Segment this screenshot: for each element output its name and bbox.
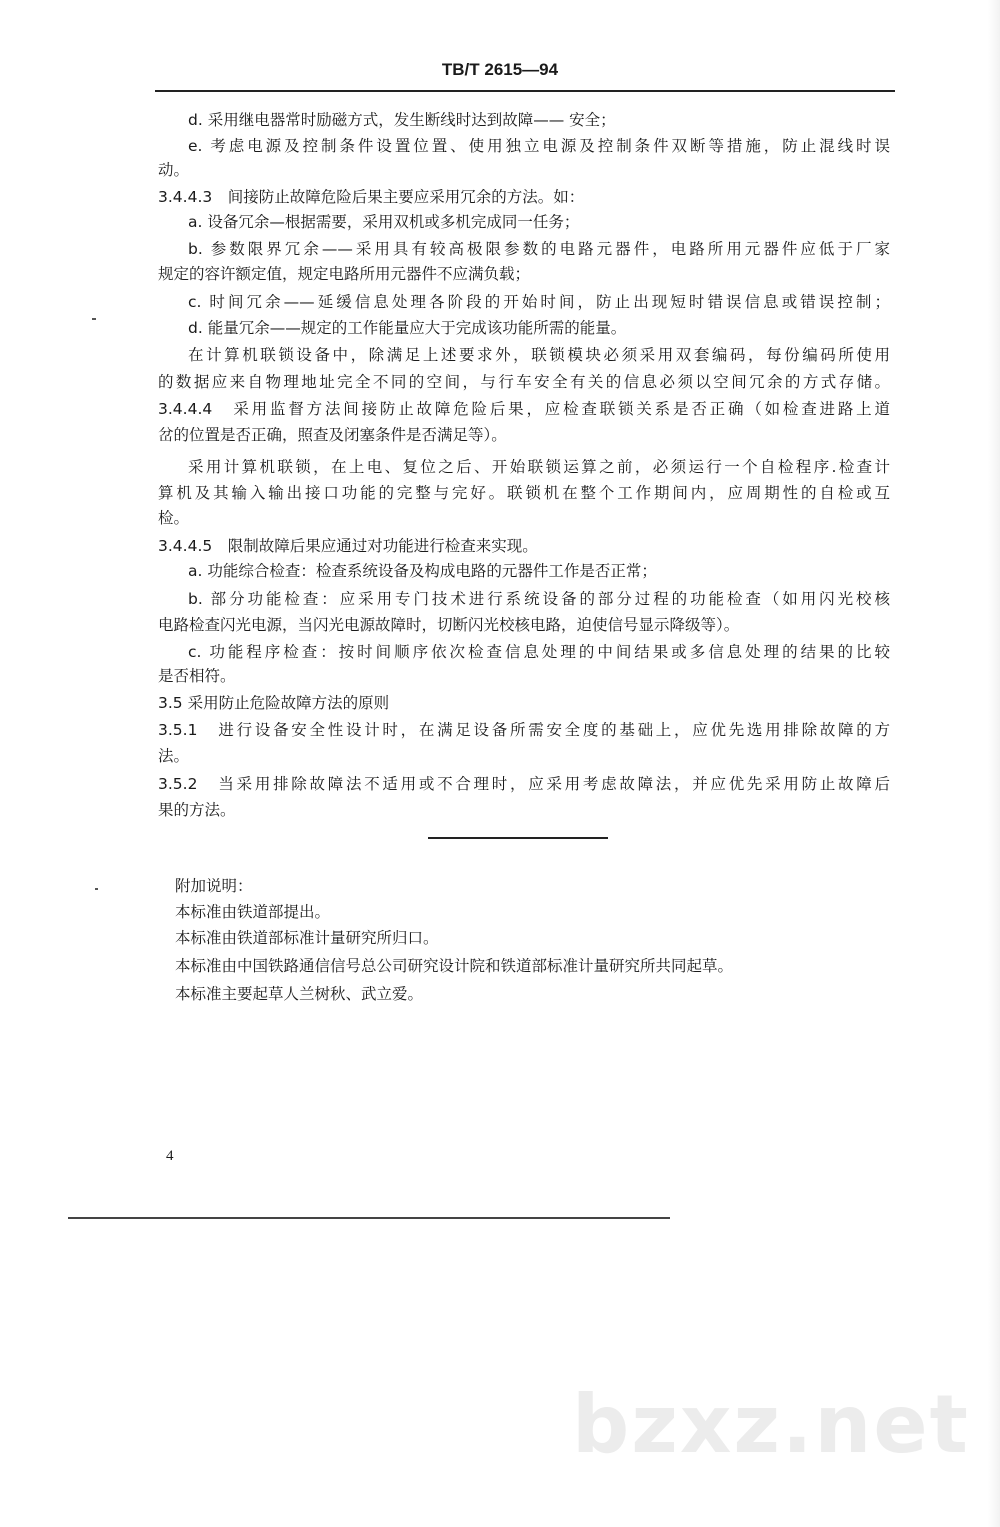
text-line: 采用计算机联锁，在上电、复位之后、开始联锁运算之前，必须运行一个自检程序.检查计	[188, 458, 890, 476]
text-line: 规定的容许额定值，规定电路所用元器件不应满负载；	[158, 265, 531, 283]
text-line: 算机及其输入输出接口功能的完整与完好。联锁机在整个工作期间内，应周期性的自检或互	[158, 484, 890, 502]
section-heading: 3.5.1 进行设备安全性设计时，在满足设备所需安全度的基础上，应优先选用排除故障的方	[158, 721, 890, 739]
text-line: d. 能量冗余——规定的工作能量应大于完成该功能所需的能量。	[188, 319, 627, 337]
text-line: 在计算机联锁设备中，除满足上述要求外，联锁模块必须采用双套编码，每份编码所使用	[188, 346, 890, 364]
section-heading: 3.5.2 当采用排除故障法不适用或不合理时，应采用考虑故障法，并应优先采用防止故障后	[158, 775, 890, 793]
scan-speck	[95, 888, 98, 890]
text-line: e. 考虑电源及控制条件设置位置、使用独立电源及控制条件双断等措施，防止混线时误	[188, 137, 890, 155]
notes-item: 本标准由铁道部标准计量研究所归口。	[175, 929, 439, 947]
text-line: a. 功能综合检查：检查系统设备及构成电路的元器件工作是否正常；	[188, 562, 657, 580]
section-heading: 3.4.4.4 采用监督方法间接防止故障危险后果，应检查联锁关系是否正确（如检查进路上道	[158, 400, 890, 418]
text-line: d. 采用继电器常时励磁方式，发生断线时达到故障—— 安全；	[188, 111, 616, 129]
notes-item: 本标准由铁道部提出。	[175, 903, 331, 921]
text-line: a. 设备冗余—根据需要，采用双机或多机完成同一任务；	[188, 213, 580, 231]
text-line: 果的方法。	[158, 801, 236, 819]
text-line: 是否相符。	[158, 667, 236, 685]
footer-rule	[68, 1217, 670, 1219]
text-line: c. 功能程序检查：按时间顺序依次检查信息处理的中间结果或多信息处理的结果的比较	[188, 643, 890, 661]
scan-edge	[988, 0, 1000, 1527]
section-heading: 3.4.4.3 间接防止故障危险后果主要应采用冗余的方法。如：	[158, 188, 585, 206]
notes-item: 本标准主要起草人兰树秋、武立爱。	[175, 985, 424, 1003]
text-line: 检。	[158, 509, 190, 527]
section-heading: 3.4.4.5 限制故障后果应通过对功能进行检查来实现。	[158, 537, 538, 555]
text-line: 的数据应来自物理地址完全不同的空间，与行车安全有关的信息必须以空间冗余的方式存储。	[158, 373, 890, 391]
text-line: b. 部分功能检查：应采用专门技术进行系统设备的部分过程的功能检查（如用闪光校核	[188, 590, 890, 608]
text-line: 电路检查闪光电源，当闪光电源故障时，切断闪光校核电路，迫使信号显示降级等）。	[158, 616, 740, 634]
notes-title: 附加说明：	[175, 877, 253, 895]
section-heading: 3.5 采用防止危险故障方法的原则	[158, 694, 390, 712]
scan-speck	[92, 318, 96, 320]
end-rule	[428, 837, 608, 839]
watermark: bzxz.net	[572, 1378, 970, 1471]
document-number: TB/T 2615—94	[441, 60, 559, 79]
text-line: 法。	[158, 747, 190, 765]
text-line: 岔的位置是否正确，照查及闭塞条件是否满足等）。	[158, 426, 507, 444]
text-line: b. 参数限界冗余——采用具有较高极限参数的电路元器件，电路所用元器件应低于厂家	[188, 240, 890, 258]
notes-item: 本标准由中国铁路通信信号总公司研究设计院和铁道部标准计量研究所共同起草。	[175, 957, 734, 975]
page-number: 4	[166, 1148, 174, 1164]
text-line: c. 时间冗余——延缓信息处理各阶段的开始时间，防止出现短时错误信息或错误控制；	[188, 293, 890, 311]
header-rule	[155, 90, 895, 92]
text-line: 动。	[158, 161, 190, 179]
